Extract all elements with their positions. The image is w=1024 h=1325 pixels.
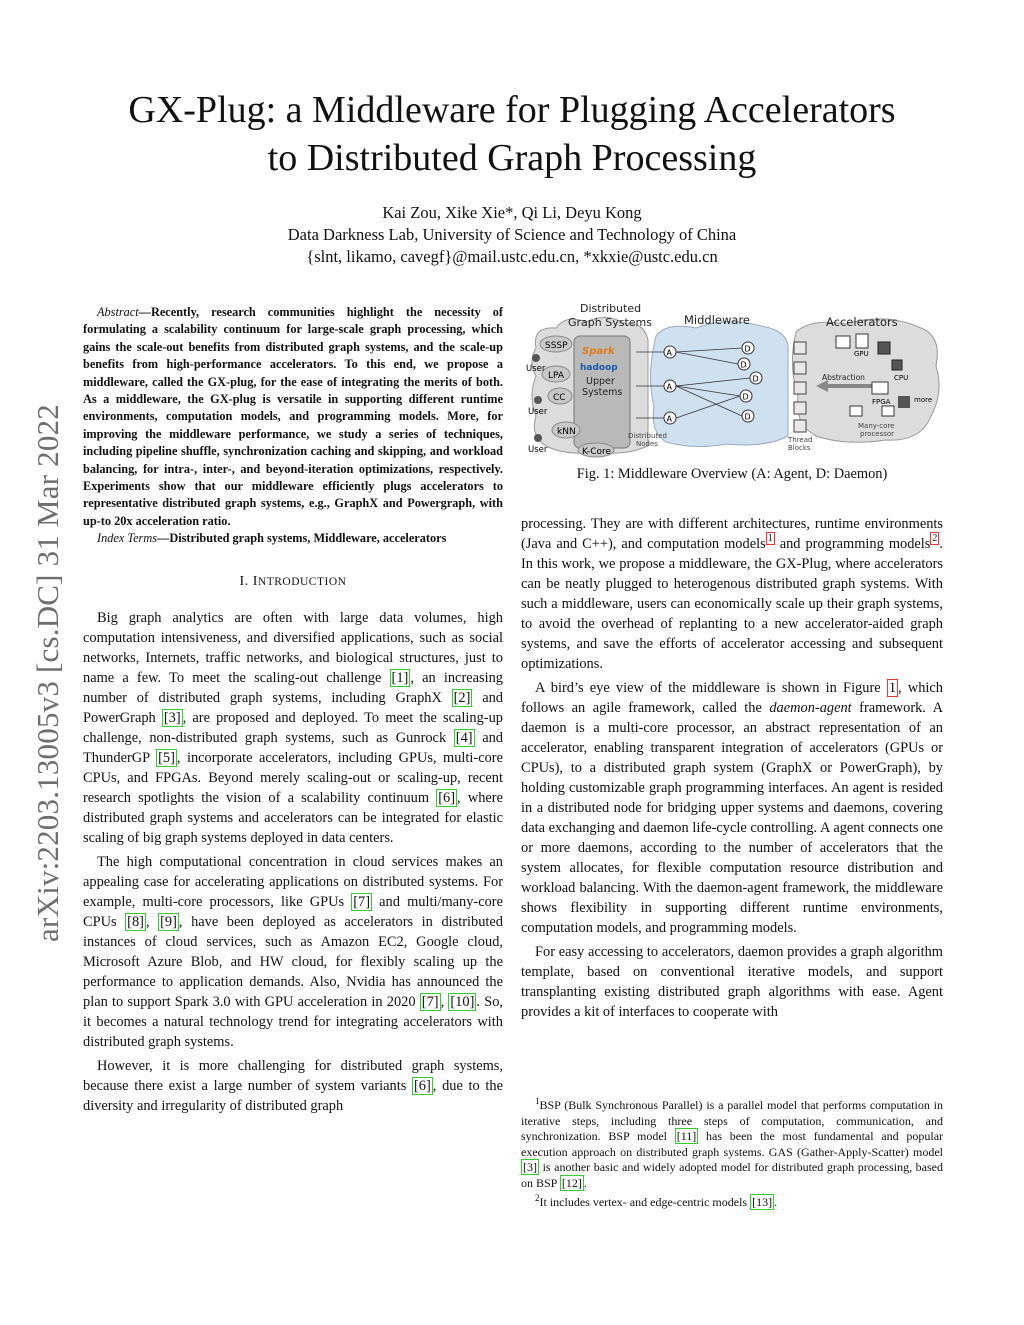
app-sssp (540, 336, 572, 352)
svg-text:D: D (744, 344, 751, 354)
svg-text:SSSP: SSSP (545, 341, 568, 351)
fig-label-accelerators: Accelerators (826, 315, 898, 329)
citation-link[interactable]: [10] (450, 993, 475, 1010)
text-run: , (145, 913, 159, 930)
emphasis: daemon-agent (769, 700, 852, 716)
text-run: and multi/many-core CPUs (83, 893, 503, 930)
daemon-node (738, 358, 750, 370)
citation-link[interactable]: [6] (438, 789, 456, 806)
daemon-node (740, 390, 752, 402)
svg-text:CC: CC (553, 393, 566, 403)
svg-text:A: A (666, 348, 672, 358)
index-terms-text: —Distributed graph systems, Middleware, accelerators (157, 531, 447, 546)
fig-label-blocks: Blocks (788, 444, 811, 452)
fig-label-graph-systems: Graph Systems (568, 316, 652, 329)
footnote-1 (521, 1094, 943, 1191)
text-run: , have been deployed as accelerators in distributed instances of cloud services, such as Amazon EC2, Google cloud, Microsoft Azure Blob, and HW cloud, for flexibly scaling up the performance to application demands. Also, Nvidia has announced the plan to support Spark 3.0 with GPU acceleration in 2020 (83, 913, 503, 1010)
footnote-mark: 1 (535, 1096, 540, 1106)
index-terms-label: Index Terms (97, 531, 158, 546)
text-run: is another basic and widely adopted model for distributed graph processing, based on BSP (521, 1160, 943, 1190)
paragraph (521, 514, 943, 674)
title-line-1: GX-Plug: a Middleware for Plugging Accelerators (128, 89, 896, 131)
citation-link[interactable]: [6] (414, 1077, 431, 1094)
agent-node (664, 346, 676, 358)
title-line-2: to Distributed Graph Processing (267, 137, 757, 179)
footnote-link[interactable]: 1 (767, 533, 773, 544)
svg-text:User: User (528, 445, 548, 455)
text-run: For easy accessing to accelerators, daemon provides a graph algorithm template, based on conventional iterative models, and support transplanting existing distributed graph algorithms with ease. Agent provides a kit of interfaces to cooperate with (521, 944, 943, 1020)
citation-link[interactable]: [4] (455, 729, 473, 746)
svg-text:LPA: LPA (548, 371, 565, 381)
svg-text:processor: processor (860, 430, 895, 438)
citation-link[interactable]: [7] (353, 893, 371, 910)
text-run: , due to the diversity and irregularity of distributed graph (83, 1077, 503, 1114)
text-run: , which follows an agile framework, called the (521, 680, 943, 716)
text-run: framework. A daemon is a multi-core processor, an abstract representation of an accelerator, enabling transparent integration of accelerators (GPUs or CPUs), to a distributed graph system (GraphX or PowerGraph), by holding customizable graph programming interfaces. An agent is resided in a distributed node for bridging upper systems and daemons, covering data exchanging and daemon life-cycle controlling. A agent connects one or more daemons, according to the number of accelerators that the system allocates, for flexible computation resource distribution and workload balancing. With the daemon-agent framework, the middleware shows flexibility in supporting different runtime environments, computation models, and programming models. (521, 700, 943, 936)
svg-text:CPU: CPU (894, 374, 909, 382)
svg-text:D: D (742, 392, 749, 402)
app-cc (548, 388, 572, 404)
footnote-mark: 2 (535, 1193, 540, 1203)
citation-link[interactable]: [12] (561, 1175, 582, 1190)
svg-text:Abstraction: Abstraction (822, 373, 865, 382)
daemon-node (742, 342, 754, 354)
footnotes (521, 1094, 943, 1211)
abstract-text: —Recently, research communities highlight the necessity of formulating a scalability continuum for large-scale graph processing, which gains the scale-out benefits from distributed graph systems, and the scale-up benefits from high-performance accelerators. To this end, we propose a middleware, called the GX-plug, for the ease of integrating the merits of both. As a middleware, the GX-plug is versatile in supporting different runtime environments, computation models, and programming models. More, for improving the middleware performance, we study a series of techniques, including pipeline shuffle, synchronization caching and skipping, and workload balancing, for intra-, inter-, and beyond-iteration optimizations, respectively. Experiments show that our middleware efficiently plugs accelerators to representative distributed graph systems, e.g., GraphX and Powergraph, with up-to 20x acceleration ratio. (83, 305, 503, 528)
text-run: , an increasing number of distributed graph systems, including GraphX (83, 669, 503, 706)
author-names: Kai Zou, Xike Xie*, Qi Li, Deyu Kong (382, 203, 642, 222)
fig-label-hadoop: hadoop (580, 363, 618, 373)
svg-text:A: A (666, 382, 672, 392)
text-run: , where distributed graph systems and accelerators can be integrated for elastic scaling of big graph systems deployed in data centers. (83, 789, 503, 846)
section-title-rest: NTRODUCTION (257, 575, 347, 588)
text-run: . (583, 1175, 587, 1190)
paragraph (83, 1056, 503, 1116)
text-run: , (440, 993, 449, 1010)
left-column (83, 304, 503, 1116)
text-run: BSP (Bulk Synchronous Parallel) is a parallel model that performs computation in iterative steps, including three steps of computation, communication, and synchronization. BSP model (521, 1098, 943, 1143)
fpga-chip-icon (872, 382, 891, 406)
fig-label-middleware: Middleware (684, 313, 750, 327)
section-title-first: I (252, 573, 258, 589)
abstract-label: Abstract (97, 305, 139, 319)
author-affiliation: Data Darkness Lab, University of Science and Technology of China (287, 225, 737, 244)
text-run: , incorporate accelerators, including GPUs, multi-core CPUs, and FPGAs. Beyond merely scaling-out or scaling-up, recent research spotlights the vision of a scalability continuum (83, 749, 503, 806)
fig-label-systems: Systems (582, 387, 623, 398)
svg-text:FPGA: FPGA (872, 398, 891, 406)
citation-link[interactable]: [13] (752, 1195, 773, 1209)
citation-link[interactable]: [8] (127, 913, 144, 930)
daemon-node (750, 372, 762, 384)
citation-link[interactable]: [5] (158, 749, 175, 766)
svg-text:more: more (914, 396, 933, 404)
paragraph (521, 678, 943, 938)
section-heading (83, 572, 503, 592)
svg-text:kNN: kNN (557, 427, 576, 437)
app-lpa (542, 366, 570, 382)
fig-label-spark: Spark (582, 346, 615, 357)
abstract (83, 304, 503, 530)
text-run: A bird’s eye view of the middleware is shown in Figure (535, 680, 887, 696)
paper-title (60, 86, 964, 182)
citation-link[interactable]: [2] (453, 689, 471, 706)
footnote-2 (521, 1191, 943, 1211)
text-run: . In this work, we propose a middleware, the GX-Plug, where accelerators can be neatly plugged to heterogenous distributed graph systems. With such a middleware, users can economically scale up their graph systems, to avoid the overhead of replanting to a new accelerator-aided graph systems, and save the efforts of accelerator accessing and subsequent optimizations. (521, 536, 943, 672)
figure-caption: Fig. 1: Middleware Overview (A: Agent, D: Daemon) (576, 466, 888, 482)
agent-node (664, 380, 676, 392)
text-run: , are proposed and deployed. To meet the scaling-up challenge, non-distributed graph systems, such as Gunrock (83, 709, 503, 746)
section-number: I. (239, 573, 249, 589)
text-run: However, it is more challenging for distributed graph systems, because there exist a large number of system variants (83, 1057, 503, 1094)
author-emails: {slnt, likamo, cavegf}@mail.ustc.edu.cn, *xkxie@ustc.edu.cn (306, 247, 718, 266)
right-column (521, 514, 943, 1022)
text-run: has been the most fundamental and popular execution approach on distributed graph systems. GAS (Gather-Apply-Scatter) model (521, 1129, 944, 1159)
paragraph (521, 942, 943, 1022)
citation-link[interactable]: [7] (421, 993, 439, 1010)
svg-text:User: User (528, 407, 548, 417)
svg-text:GPU: GPU (854, 350, 869, 358)
fig-label-thread: Thread (788, 436, 813, 444)
middleware-overview-figure (526, 296, 942, 458)
paragraph (83, 608, 503, 848)
app-kcore (578, 443, 614, 457)
svg-text:K-Core: K-Core (582, 447, 612, 457)
fig-label-distributed: Distributed (580, 302, 642, 315)
text-run: . So, it becomes a natural technology trend for integrating accelerators with distributed graph systems. (83, 993, 503, 1050)
daemon-node (742, 410, 754, 422)
index-terms (83, 530, 503, 547)
svg-text:A: A (666, 414, 672, 424)
citation-link[interactable]: [1] (391, 669, 409, 686)
svg-text:D: D (744, 412, 751, 422)
citation-link[interactable]: [3] (523, 1160, 537, 1174)
arxiv-stamp: arXiv:2203.13005v3 [cs.DC] 31 Mar 2022 (30, 404, 65, 942)
figure-link[interactable]: 1 (888, 680, 897, 696)
author-block (60, 202, 964, 268)
footnote-link[interactable]: 2 (932, 533, 938, 544)
citation-link[interactable]: [3] (163, 709, 181, 726)
fig-label-distributed-nodes: Distributed (628, 432, 667, 440)
svg-text:D: D (740, 360, 747, 370)
text-run: processing. They are with different architectures, runtime environments (Java and C++), and computation models (521, 516, 943, 552)
fig-label-distributed-nodes-2: Nodes (636, 440, 658, 448)
fig-label-upper: Upper (586, 376, 615, 387)
svg-text:Many-core: Many-core (858, 422, 895, 430)
paragraph (83, 852, 503, 1052)
citation-link[interactable]: [11] (676, 1129, 697, 1143)
text-run: The high computational concentration in cloud services makes an appealing case for accelerating applications on distributed systems. For example, multi-core processors, like GPUs (83, 853, 503, 910)
text-run: . (774, 1195, 778, 1209)
text-run: It includes vertex- and edge-centric models (539, 1195, 751, 1209)
agent-node (664, 412, 676, 424)
text-run: and PowerGraph (83, 689, 503, 726)
app-knn (552, 422, 580, 438)
svg-text:User: User (526, 364, 546, 374)
text-run: and ThunderGP (83, 729, 503, 766)
svg-text:D: D (752, 374, 759, 384)
citation-link[interactable]: [9] (160, 913, 177, 930)
text-run: Big graph analytics are often with large data volumes, high computation intensiveness, and diversified applications, such as social networks, Internets, traffic networks, and biological structures, just to name a few. To meet the scaling-out challenge (83, 609, 503, 686)
text-run: and programming models (774, 536, 931, 552)
